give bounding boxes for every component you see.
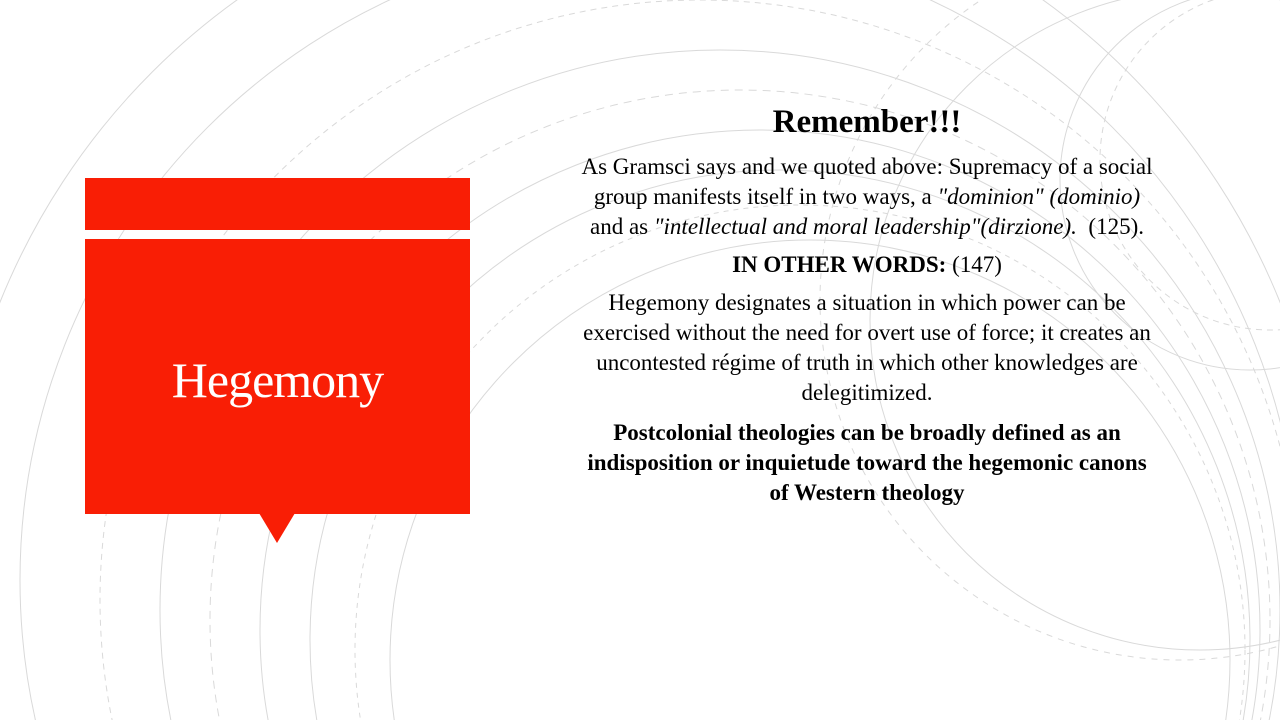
para1-line3-italic: "intellectual and moral leadership"(dirzione). [653,214,1077,239]
title-box [85,239,470,514]
paragraph-postcolonial [540,418,1194,508]
para2-line1: Hegemony designates a situation in which power can be [608,290,1126,315]
para1-line3-start: and as [590,214,654,239]
para1-line1: As Gramsci says and we quoted above: Supremacy of a social [581,154,1153,179]
para1-line2-italic: "dominion" (dominio) [937,184,1141,209]
title-box-pointer [259,513,295,543]
content-area [540,100,1194,508]
subheading-bold: IN OTHER WORDS: [732,252,947,277]
para2-line4: delegitimized. [801,380,933,405]
para3-line3: of Western theology [769,480,965,505]
para3-line1: Postcolonial theologies can be broadly defined as an [613,420,1121,445]
subheading-rest: (147) [946,252,1002,277]
para2-line2: exercised without the need for overt use of force; it creates an [583,320,1151,345]
para1-line2-start: group manifests itself in two ways, a [593,184,938,209]
para1-line3-end: (125). [1076,214,1144,239]
paragraph-hegemony-definition [540,288,1194,408]
title-accent-bar [85,178,470,230]
paragraph-gramsci [540,152,1194,242]
para2-line3: uncontested régime of truth in which other knowledges are [596,350,1138,375]
slide-title: Hegemony [171,351,384,408]
para3-line2: indisposition or inquietude toward the hegemonic canons [587,450,1147,475]
content-heading: Remember!!! [772,104,962,140]
subheading-other-words [540,250,1194,280]
